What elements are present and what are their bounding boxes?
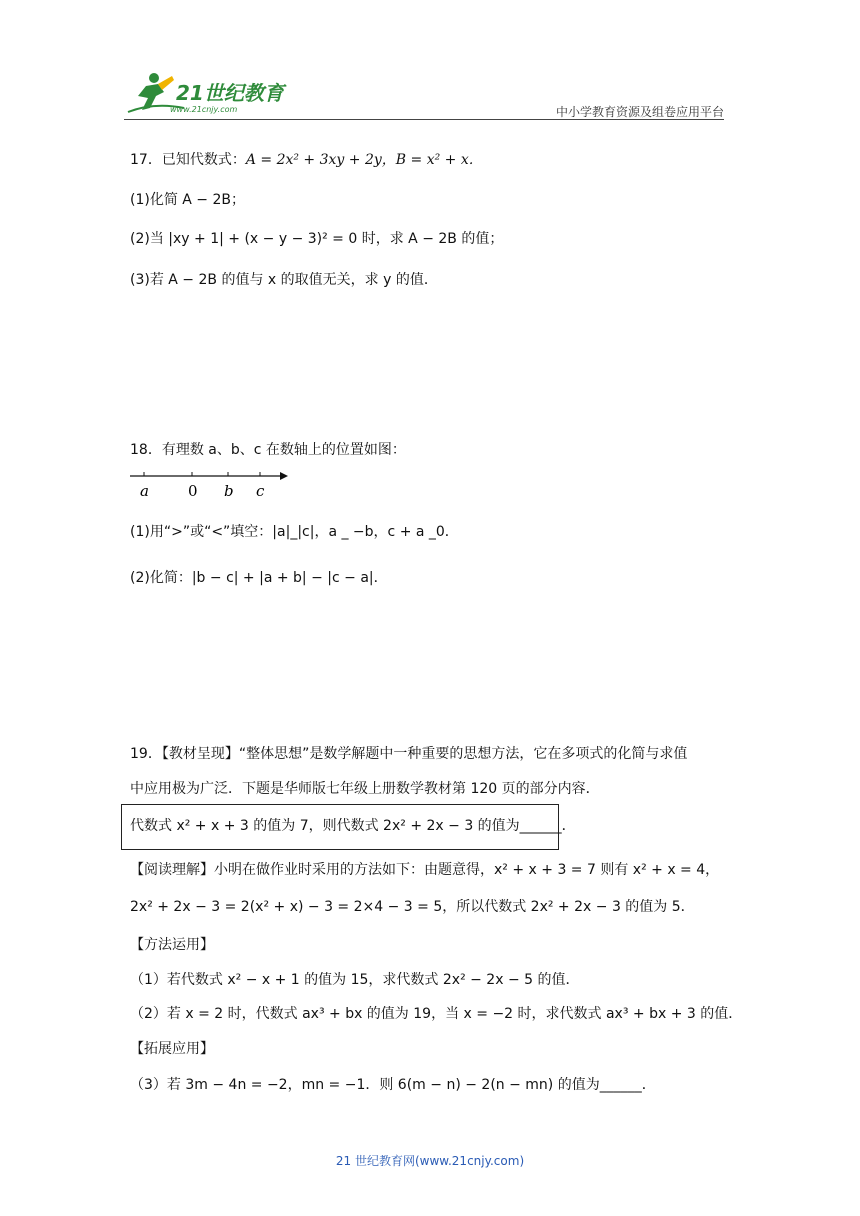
header-divider <box>124 119 724 120</box>
axis-label-0: 0 <box>188 482 198 500</box>
q19-reading2: 2x² + 2x − 3 = 2(x² + x) − 3 = 2×4 − 3 = 5，所以代数式 2x² + 2x − 3 的值为 5． <box>130 899 695 915</box>
q19-line2: 中应用极为广泛．下题是华师版七年级上册数学教材第 120 页的部分内容． <box>130 781 600 797</box>
site-logo <box>124 68 294 118</box>
logo-url: www.21cnjy.com <box>170 105 238 114</box>
q17-part2: (2)当 |xy + 1| + (x − y − 3)² = 0 时，求 A − 2B 的值； <box>130 231 504 247</box>
q17-intro-line <box>130 150 483 170</box>
q19-method2: （2）若 x = 2 时，代数式 ax³ + bx 的值为 19，当 x = −2 时，求代数式 ax³ + bx + 3 的值． <box>130 1006 743 1022</box>
q19-method-heading: 【方法运用】 <box>130 937 214 953</box>
axis-label-c: c <box>256 482 265 500</box>
q19-method1: （1）若代数式 x² − x + 1 的值为 15，求代数式 2x² − 2x − 5 的值． <box>130 972 580 988</box>
q19-reading1: 【阅读理解】小明在做作业时采用的方法如下：由题意得，x² + x + 3 = 7 则有 x² + x = 4， <box>130 862 720 878</box>
axis-label-a: a <box>140 482 149 500</box>
q18-part1: (1)用“>”或“<”填空：|a|_|c|，a _ −b，c + a _0． <box>130 524 459 540</box>
logo-text: 21世纪教育 <box>176 81 284 105</box>
q17-part3: (3)若 A − 2B 的值与 x 的取值无关，求 y 的值． <box>130 272 438 288</box>
q17-intro: 17．已知代数式： <box>130 152 246 168</box>
footer-link[interactable]: 21 世纪教育网(www.21cnjy.com) <box>335 1154 525 1168</box>
q19-extension-heading: 【拓展应用】 <box>130 1041 214 1057</box>
q17-part1: (1)化简 A − 2B； <box>130 192 246 208</box>
number-line <box>130 466 290 502</box>
axis-label-b: b <box>224 482 234 500</box>
arrow-icon <box>280 472 288 480</box>
q17-formula: A = 2x² + 3xy + 2y，B = x² + x． <box>245 152 483 168</box>
q19-extension3: （3）若 3m − 4n = −2，mn = −1．则 6(m − n) − 2(n − mn) 的值为______． <box>130 1077 656 1093</box>
q18-intro: 18．有理数 a、b、c 在数轴上的位置如图： <box>130 442 406 458</box>
q18-part2: (2)化简：|b − c| + |a + b| − |c − a|． <box>130 570 388 586</box>
textbook-problem: 代数式 x² + x + 3 的值为 7，则代数式 2x² + 2x − 3 的值为______． <box>130 818 576 834</box>
platform-name: 中小学教育资源及组卷应用平台 <box>555 105 724 119</box>
q19-line1: 19．【教材呈现】“整体思想”是数学解题中一种重要的思想方法，它在多项式的化简与求值 <box>130 746 688 762</box>
